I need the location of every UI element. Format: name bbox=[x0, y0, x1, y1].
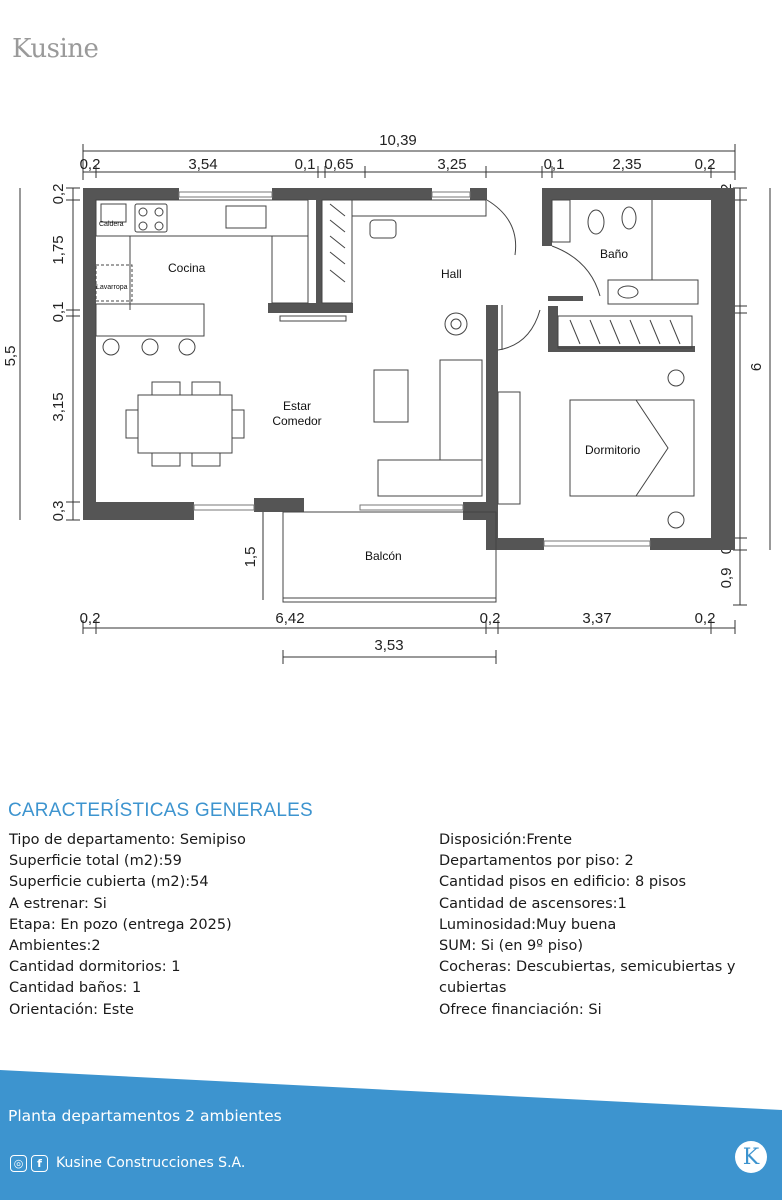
dim-top-overall: 10,39 bbox=[379, 132, 417, 149]
room-label-comedor: Comedor bbox=[272, 414, 322, 428]
dim-right-overall: 6 bbox=[748, 362, 765, 372]
feature-item: Departamentos por piso: 2 bbox=[439, 853, 634, 870]
floor-plan bbox=[0, 120, 782, 680]
feature-item: Ofrece financiación: Si bbox=[439, 1001, 602, 1018]
feature-item: A estrenar: Si bbox=[9, 895, 107, 912]
windows bbox=[179, 192, 650, 546]
room-label-balcon: Balcón bbox=[365, 549, 402, 563]
room-label-lavarropa: Lavarropa bbox=[96, 284, 128, 291]
dim-top-seg: 3,54 bbox=[188, 156, 218, 173]
feature-item: Cocheras: Descubiertas, semicubiertas y cubiertas bbox=[439, 959, 736, 997]
dim-top-seg: 0,65 bbox=[324, 156, 354, 173]
dim-bottom-seg: 3,37 bbox=[582, 610, 612, 627]
feature-item: Superficie cubierta (m2):54 bbox=[9, 874, 209, 891]
features-left-column bbox=[9, 830, 419, 1021]
feature-item: Cantidad pisos en edificio: 8 pisos bbox=[439, 874, 687, 891]
kusine-logo: Kusine bbox=[12, 34, 99, 64]
dim-left-seg: 0,2 bbox=[50, 183, 67, 205]
footer-social bbox=[10, 1153, 245, 1173]
feature-item: Cantidad dormitorios: 1 bbox=[9, 959, 181, 976]
dim-left-seg: 3,15 bbox=[50, 392, 67, 422]
dim-top-seg: 0,1 bbox=[543, 156, 565, 173]
room-label-dormitorio: Dormitorio bbox=[585, 443, 641, 457]
dim-bottom-seg: 0,2 bbox=[79, 610, 101, 627]
dim-bottom-seg: 0,2 bbox=[694, 610, 716, 627]
dim-left-overall: 5,5 bbox=[2, 345, 19, 367]
kusine-logo-badge: K bbox=[735, 1141, 767, 1173]
dim-top-seg: 0,2 bbox=[79, 156, 101, 173]
dim-top-segments bbox=[80, 156, 716, 173]
footer-band bbox=[0, 1070, 782, 1200]
dim-left-seg: 1,75 bbox=[50, 235, 67, 265]
feature-item: SUM: Si (en 9º piso) bbox=[439, 938, 584, 955]
feature-item: Superficie total (m2):59 bbox=[9, 853, 182, 870]
room-label-caldera: Caldera bbox=[99, 221, 124, 228]
room-label-hall: Hall bbox=[441, 267, 462, 281]
dim-left-seg: 0,1 bbox=[50, 301, 67, 323]
room-label-cocina: Cocina bbox=[168, 261, 206, 275]
footer-caption: Planta departamentos 2 ambientes bbox=[8, 1107, 282, 1125]
feature-item: Orientación: Este bbox=[9, 1001, 134, 1018]
dim-bottom-seg: 0,2 bbox=[479, 610, 501, 627]
facebook-icon[interactable]: f bbox=[31, 1155, 48, 1172]
dim-balcony-depth: 1,5 bbox=[242, 546, 259, 568]
room-label-bano: Baño bbox=[600, 247, 629, 261]
dim-balcony-width: 3,53 bbox=[374, 637, 404, 654]
features-title: CARACTERÍSTICAS GENERALES bbox=[8, 800, 313, 821]
feature-item: Tipo de departamento: Semipiso bbox=[9, 832, 246, 848]
feature-item: Cantidad de ascensores:1 bbox=[439, 895, 627, 912]
dim-top-seg: 2,35 bbox=[612, 156, 642, 173]
features-right-column bbox=[439, 830, 769, 1021]
feature-item: Cantidad baños: 1 bbox=[9, 980, 142, 997]
dim-right-seg: 0,9 bbox=[718, 567, 735, 589]
feature-item: Disposición:Frente bbox=[439, 832, 572, 848]
feature-item: Luminosidad:Muy buena bbox=[439, 916, 617, 933]
dim-left-seg: 0,3 bbox=[50, 500, 67, 522]
dim-bottom bbox=[80, 610, 716, 654]
dim-top-seg: 0,2 bbox=[694, 156, 716, 173]
footer-company: Kusine Construcciones S.A. bbox=[56, 1155, 246, 1171]
room-label-estar: Estar bbox=[282, 399, 312, 413]
dimension-lines bbox=[20, 144, 770, 664]
feature-item: Ambientes:2 bbox=[9, 938, 101, 955]
feature-item: Etapa: En pozo (entrega 2025) bbox=[9, 916, 232, 933]
dim-top-seg: 0,1 bbox=[294, 156, 316, 173]
instagram-icon[interactable]: ◎ bbox=[10, 1155, 27, 1172]
dim-top-seg: 3,25 bbox=[437, 156, 467, 173]
dim-bottom-seg: 6,42 bbox=[275, 610, 305, 627]
